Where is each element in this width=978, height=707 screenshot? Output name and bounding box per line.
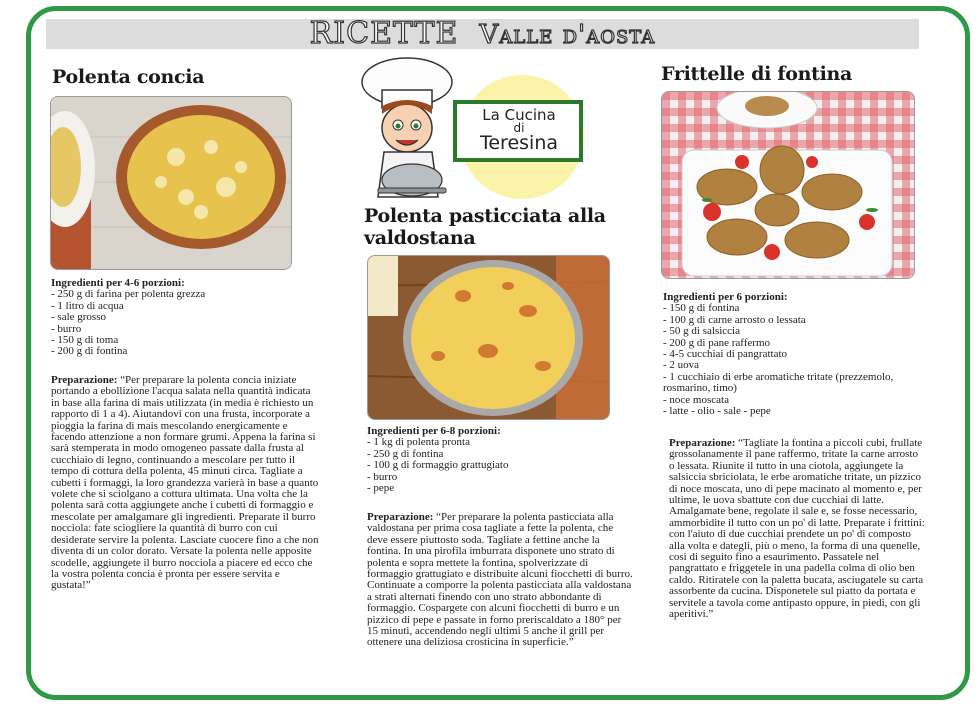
photo-polenta-pasticciata xyxy=(367,255,610,420)
preparation-frittelle xyxy=(669,438,925,621)
ingredient-item: - 250 g di farina per polenta grezza xyxy=(51,288,206,301)
ingredient-item: - 150 g di fontina xyxy=(663,302,740,315)
ingredient-item: - 150 g di toma xyxy=(51,334,119,347)
ingredient-item: - 2 uova xyxy=(663,359,700,372)
ingredient-item: - sale grosso xyxy=(51,311,106,324)
ingredient-item: - 100 g di carne arrosto o lessata xyxy=(663,313,806,326)
prep-text: “Per preparare la polenta pasticciata alla valdostana per prima cosa tagliate a fette la polenta, che deve essere piuttosto soda. Tagliate a fettine anche la fontina. In una pirofila imburrata disponete uno strato di polenta e sopra mettete la fontina, spolverizzate di formaggio grattugiato e distribuite alcuni fiocchetti di burro. Continuate a comporre la polenta pasticciata alla valdostana a strati alternati finendo con uno strato abbondante di formaggio. Cospargete con alcuni fiocchetti di burro e un pizzico di pepe e passate in forno preriscaldato a 180° per 15 minuti, accendendo negli ultimi 5 anche il grill per ottenere una deliziosa crosticina in superficie.” xyxy=(367,511,633,649)
ingredient-item: - 50 g di salsiccia xyxy=(663,325,740,338)
recipe-title-polenta-concia: Polenta concia xyxy=(52,66,205,88)
recipe-title-polenta-pasticciata: Polenta pasticciata alla valdostana xyxy=(364,205,606,249)
ingredients-frittelle xyxy=(663,292,933,417)
ingredients-heading: Ingredienti per 4-6 porzioni: xyxy=(51,277,185,289)
recipe-title-frittelle: Frittelle di fontina xyxy=(661,63,853,85)
la-cucina-di-teresina-logo xyxy=(352,52,602,202)
ingredient-item: - 1 litro di acqua xyxy=(51,299,124,312)
ingredients-heading: Ingredienti per 6-8 porzioni: xyxy=(367,425,501,437)
prep-label: Preparazione: xyxy=(51,374,118,386)
ingredient-item: - noce moscata xyxy=(663,393,729,406)
prep-text: “Per preparare la polenta concia iniziate portando a ebollizione l'acqua salata nella quantità indicata in base alla farina di mais utilizzata (in media è richiesto un rapporto di 1 a 4). Aiutandovi con una frusta, incorporate a pioggia la farina di mais mescolando energicamente e facendo attenzione a non formare grumi. Appena la farina si sarà stemperata in modo omogeneo passate dalla frusta al cucchiaio di legno, continuando a mescolare per tutto il tempo di cottura della polenta, 45 minuti circa. Tagliate a cubetti i formaggi, la loro grandezza varierà in base a quanto volete che si sciolgano a cottura ultimata. Una volta che la polenta sarà cotta aggiungete anche i cubetti di formaggio e mescolate per amalgamare gli ingredienti. Preparate il burro nocciola: fate sciogliere la quantità di burro con cui desiderate servire la polenta. Lasciate cuocere fino a che non diventa di un color dorato. Versate la polenta nelle apposite scodelle, aggiungete il burro nocciola a piacere ed ecco che la vostra polenta concia è pronta per essere servita e gustata!” xyxy=(51,374,319,592)
ingredient-item: - burro xyxy=(51,322,82,335)
ingredient-item: - 200 g di fontina xyxy=(51,345,128,358)
ingredient-item: - 250 g di fontina xyxy=(367,447,444,460)
logo-text xyxy=(464,107,574,153)
ingredient-item: - 100 g di formaggio grattugiato xyxy=(367,459,509,472)
ingredients-polenta-concia xyxy=(51,278,321,358)
ingredient-item: - burro xyxy=(367,470,398,483)
logo-line2: di xyxy=(513,121,525,135)
ingredients-polenta-pasticciata xyxy=(367,426,617,494)
ingredient-item: - 1 cucchiaio di erbe aromatiche tritate (prezzemolo, rosmarino, timo) xyxy=(663,370,894,395)
ingredient-item: - 4-5 cucchiai di pangrattato xyxy=(663,348,788,361)
page-title: RICETTE Valle d'aosta xyxy=(309,16,656,51)
polenta-concia-image xyxy=(51,97,291,269)
frittelle-image xyxy=(662,92,914,278)
ingredient-item: - 200 g di pane raffermo xyxy=(663,336,771,349)
polenta-pasticciata-image xyxy=(368,256,609,419)
logo-line1: La Cucina xyxy=(482,106,556,124)
preparation-polenta-pasticciata xyxy=(367,512,633,649)
prep-label: Preparazione: xyxy=(367,511,434,523)
logo-line3: Teresina xyxy=(479,132,558,154)
ingredients-heading: Ingredienti per 6 porzioni: xyxy=(663,291,788,303)
ingredient-item: - pepe xyxy=(367,482,395,495)
preparation-polenta-concia xyxy=(51,375,319,592)
photo-polenta-concia xyxy=(50,96,292,270)
prep-label: Preparazione: xyxy=(669,437,736,449)
prep-text: “Tagliate la fontina a piccoli cubi, frullate grossolanamente il pane raffermo, tritate la carne arrosto o lessata. Riunite il tutto in una ciotola, aggiungete la salsiccia sbriciolata, le erbe aromatiche tritate, un pizzico di noce moscata, uno di pepe macinato al momento e, per ultime, le uova sbattute con due cucchiai di latte. Amalgamate bene, regolate il sale e, se fosse necessario, ammorbidite il tutto con un po' di latte. Preparate i frittini: con l'aiuto di due cucchiai prendete un po' di composto alla volta e dategli, più o meno, la forma di una quenelle, così di seguito fino a esaurimento. Passatele nel pangrattato e friggetele in una padella colma di olio ben caldo. Ritiratele con la paletta bucata, asciugatele su carta assorbente da cucina. Disponetele sul piatto da portata e servitele a tavola come antipasto oppure, in piedi, con gli aperitivi.” xyxy=(669,437,925,621)
photo-frittelle xyxy=(661,91,915,279)
header-banner xyxy=(46,16,919,51)
ingredient-item: - 1 kg di polenta pronta xyxy=(367,436,470,449)
ingredient-item: - latte - olio - sale - pepe xyxy=(663,405,771,418)
